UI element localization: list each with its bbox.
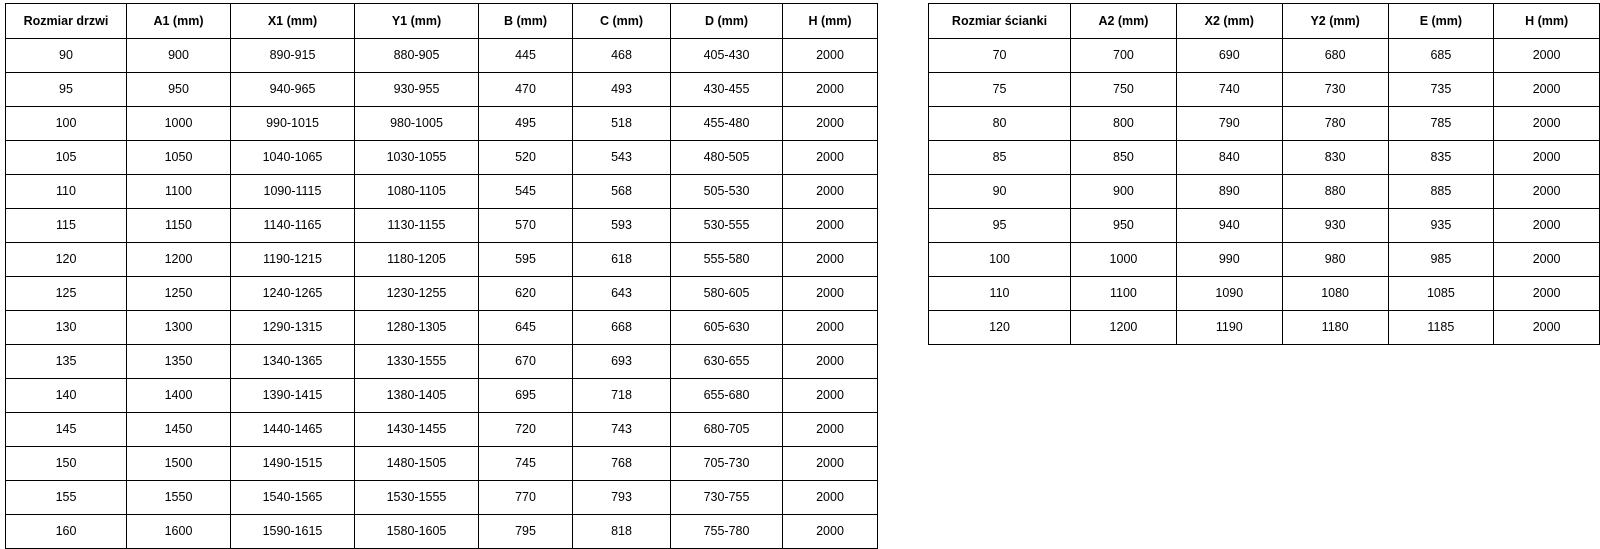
cell: 990-1015 [231,107,355,141]
cell: 1050 [127,141,231,175]
cell: 1080-1105 [355,175,479,209]
cell: 1290-1315 [231,311,355,345]
cell: 2000 [1494,209,1600,243]
cell: 1300 [127,311,231,345]
cell: 120 [6,243,127,277]
cell: 645 [479,311,573,345]
column-header-rozmiar-scianki: Rozmiar ścianki [929,4,1071,39]
cell: 70 [929,39,1071,73]
cell: 1000 [1071,243,1177,277]
cell: 835 [1388,141,1494,175]
cell: 718 [573,379,671,413]
table-row [929,107,1600,141]
cell: 885 [1388,175,1494,209]
cell: 1580-1605 [355,515,479,549]
cell: 1250 [127,277,231,311]
cell: 2000 [783,39,878,73]
column-header-a1: A1 (mm) [127,4,231,39]
cell: 150 [6,447,127,481]
cell: 518 [573,107,671,141]
cell: 950 [1071,209,1177,243]
cell: 1090 [1176,277,1282,311]
table-row [6,413,878,447]
walls-table-header [929,4,1600,39]
cell: 110 [6,175,127,209]
table-row [6,39,878,73]
table-row [6,379,878,413]
cell: 985 [1388,243,1494,277]
table-row [6,345,878,379]
cell: 405-430 [671,39,783,73]
cell: 1400 [127,379,231,413]
column-header-a2: A2 (mm) [1071,4,1177,39]
cell: 1490-1515 [231,447,355,481]
cell: 1140-1165 [231,209,355,243]
cell: 750 [1071,73,1177,107]
cell: 470 [479,73,573,107]
cell: 430-455 [671,73,783,107]
cell: 1090-1115 [231,175,355,209]
cell: 1130-1155 [355,209,479,243]
cell: 693 [573,345,671,379]
cell: 130 [6,311,127,345]
table-header-row [929,4,1600,39]
cell: 880 [1282,175,1388,209]
cell: 2000 [1494,243,1600,277]
cell: 768 [573,447,671,481]
cell: 1190 [1176,311,1282,345]
table-header-row [6,4,878,39]
cell: 2000 [783,379,878,413]
cell: 605-630 [671,311,783,345]
column-header-y1: Y1 (mm) [355,4,479,39]
cell: 830 [1282,141,1388,175]
cell: 2000 [1494,311,1600,345]
cell: 135 [6,345,127,379]
cell: 2000 [783,447,878,481]
cell: 2000 [783,311,878,345]
cell: 990 [1176,243,1282,277]
cell: 80 [929,107,1071,141]
cell: 2000 [783,243,878,277]
cell: 2000 [783,209,878,243]
cell: 793 [573,481,671,515]
cell: 110 [929,277,1071,311]
cell: 455-480 [671,107,783,141]
cell: 745 [479,447,573,481]
column-header-b: B (mm) [479,4,573,39]
table-row [6,175,878,209]
cell: 1340-1365 [231,345,355,379]
cell: 800 [1071,107,1177,141]
column-header-e: E (mm) [1388,4,1494,39]
cell: 940 [1176,209,1282,243]
cell: 120 [929,311,1071,345]
cell: 705-730 [671,447,783,481]
column-header-x1: X1 (mm) [231,4,355,39]
cell: 930-955 [355,73,479,107]
cell: 580-605 [671,277,783,311]
cell: 2000 [1494,107,1600,141]
cell: 1350 [127,345,231,379]
cell: 930 [1282,209,1388,243]
cell: 100 [929,243,1071,277]
cell: 2000 [783,515,878,549]
cell: 100 [6,107,127,141]
cell: 818 [573,515,671,549]
cell: 655-680 [671,379,783,413]
cell: 1100 [1071,277,1177,311]
cell: 505-530 [671,175,783,209]
cell: 1540-1565 [231,481,355,515]
cell: 680-705 [671,413,783,447]
cell: 720 [479,413,573,447]
cell: 593 [573,209,671,243]
cell: 95 [929,209,1071,243]
cell: 1450 [127,413,231,447]
cell: 1600 [127,515,231,549]
cell: 495 [479,107,573,141]
cell: 2000 [1494,175,1600,209]
cell: 520 [479,141,573,175]
table-row [6,107,878,141]
cell: 543 [573,141,671,175]
cell: 2000 [1494,73,1600,107]
cell: 1190-1215 [231,243,355,277]
cell: 795 [479,515,573,549]
cell: 670 [479,345,573,379]
cell: 568 [573,175,671,209]
doors-table-body [6,39,878,549]
table-row [6,447,878,481]
cell: 1085 [1388,277,1494,311]
cell: 2000 [783,107,878,141]
walls-table-body [929,39,1600,345]
cell: 890-915 [231,39,355,73]
column-header-x2: X2 (mm) [1176,4,1282,39]
cell: 595 [479,243,573,277]
cell: 743 [573,413,671,447]
cell: 480-505 [671,141,783,175]
column-header-rozmiar-drzwi: Rozmiar drzwi [6,4,127,39]
table-row [6,277,878,311]
column-header-h: H (mm) [783,4,878,39]
cell: 730-755 [671,481,783,515]
cell: 630-655 [671,345,783,379]
table-row [6,243,878,277]
cell: 2000 [783,277,878,311]
cell: 1180-1205 [355,243,479,277]
cell: 155 [6,481,127,515]
cell: 115 [6,209,127,243]
cell: 2000 [1494,141,1600,175]
cell: 840 [1176,141,1282,175]
cell: 1390-1415 [231,379,355,413]
table-row [929,39,1600,73]
cell: 980 [1282,243,1388,277]
cell: 85 [929,141,1071,175]
cell: 1440-1465 [231,413,355,447]
doors-table-header [6,4,878,39]
cell: 940-965 [231,73,355,107]
cell: 1280-1305 [355,311,479,345]
table-row [929,141,1600,175]
walls-dimensions-table [928,3,1600,345]
cell: 880-905 [355,39,479,73]
cell: 545 [479,175,573,209]
cell: 900 [127,39,231,73]
cell: 570 [479,209,573,243]
cell: 668 [573,311,671,345]
cell: 2000 [783,345,878,379]
cell: 1100 [127,175,231,209]
cell: 643 [573,277,671,311]
cell: 740 [1176,73,1282,107]
cell: 555-580 [671,243,783,277]
cell: 735 [1388,73,1494,107]
cell: 1590-1615 [231,515,355,549]
table-row [6,515,878,549]
cell: 1200 [1071,311,1177,345]
cell: 1230-1255 [355,277,479,311]
table-row [6,311,878,345]
table-row [929,243,1600,277]
cell: 160 [6,515,127,549]
cell: 75 [929,73,1071,107]
cell: 1030-1055 [355,141,479,175]
cell: 785 [1388,107,1494,141]
cell: 935 [1388,209,1494,243]
cell: 770 [479,481,573,515]
cell: 695 [479,379,573,413]
column-header-y2: Y2 (mm) [1282,4,1388,39]
cell: 125 [6,277,127,311]
cell: 1000 [127,107,231,141]
cell: 2000 [783,175,878,209]
cell: 1500 [127,447,231,481]
cell: 620 [479,277,573,311]
cell: 730 [1282,73,1388,107]
cell: 2000 [783,481,878,515]
cell: 1240-1265 [231,277,355,311]
cell: 755-780 [671,515,783,549]
table-row [6,73,878,107]
table-row [6,209,878,243]
doors-dimensions-table-container [5,3,878,549]
doors-dimensions-table [5,3,878,549]
cell: 790 [1176,107,1282,141]
cell: 530-555 [671,209,783,243]
cell: 618 [573,243,671,277]
cell: 690 [1176,39,1282,73]
cell: 1480-1505 [355,447,479,481]
cell: 2000 [1494,277,1600,311]
cell: 1200 [127,243,231,277]
cell: 1380-1405 [355,379,479,413]
column-header-d: D (mm) [671,4,783,39]
cell: 980-1005 [355,107,479,141]
cell: 1185 [1388,311,1494,345]
table-row [929,277,1600,311]
cell: 780 [1282,107,1388,141]
cell: 700 [1071,39,1177,73]
table-row [6,481,878,515]
cell: 95 [6,73,127,107]
cell: 1530-1555 [355,481,479,515]
cell: 90 [929,175,1071,209]
table-row [929,311,1600,345]
cell: 950 [127,73,231,107]
table-row [929,175,1600,209]
cell: 1430-1455 [355,413,479,447]
column-header-h: H (mm) [1494,4,1600,39]
cell: 900 [1071,175,1177,209]
cell: 2000 [783,413,878,447]
cell: 90 [6,39,127,73]
cell: 850 [1071,141,1177,175]
cell: 2000 [783,141,878,175]
cell: 468 [573,39,671,73]
cell: 1180 [1282,311,1388,345]
cell: 2000 [783,73,878,107]
cell: 890 [1176,175,1282,209]
table-row [929,209,1600,243]
cell: 105 [6,141,127,175]
cell: 1080 [1282,277,1388,311]
cell: 145 [6,413,127,447]
column-header-c: C (mm) [573,4,671,39]
cell: 685 [1388,39,1494,73]
cell: 680 [1282,39,1388,73]
cell: 2000 [1494,39,1600,73]
cell: 140 [6,379,127,413]
cell: 1550 [127,481,231,515]
cell: 445 [479,39,573,73]
table-row [929,73,1600,107]
walls-dimensions-table-container [928,3,1600,345]
cell: 1040-1065 [231,141,355,175]
table-row [6,141,878,175]
cell: 493 [573,73,671,107]
cell: 1330-1555 [355,345,479,379]
cell: 1150 [127,209,231,243]
